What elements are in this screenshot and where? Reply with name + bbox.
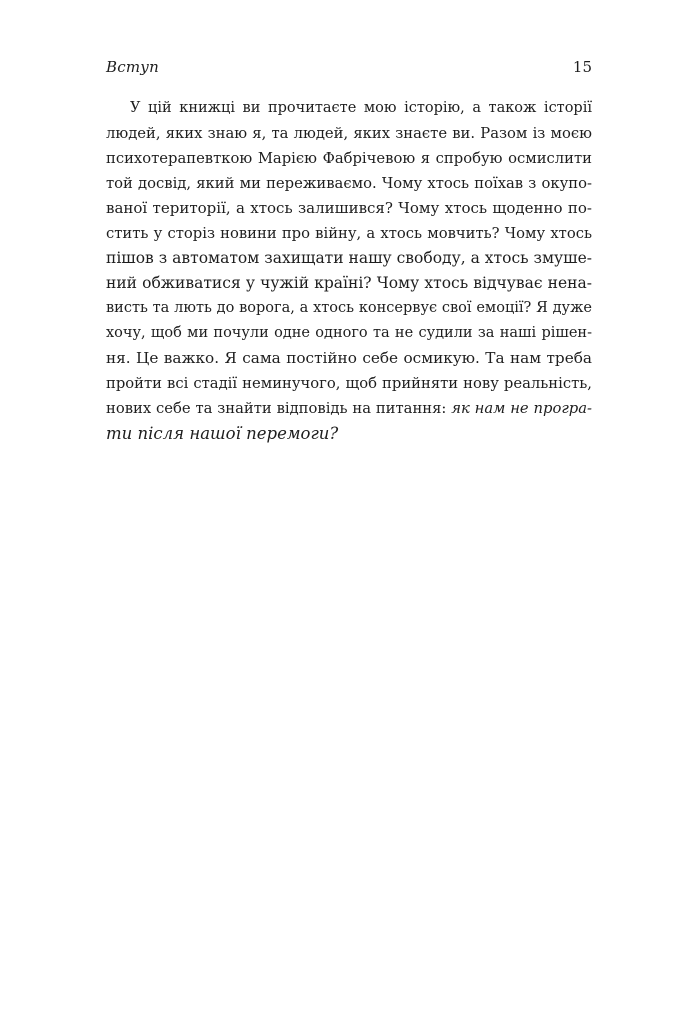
body-paragraph — [106, 96, 592, 446]
text-line-5: ваної території, а хтось залишився? Чому хтось щоденно по- — [106, 199, 592, 217]
text-line-11: ня. Це важко. Я сама постійно себе осмикую. Та нам треба — [106, 349, 592, 367]
page-number: 15 — [572, 58, 592, 76]
text-line-12: пройти всі стадії неминучого, щоб прийняти нову реальність, — [106, 375, 592, 392]
text-line-14: ти після нашої перемоги? — [106, 424, 339, 443]
text-line-1: У цій книжці ви прочитаєте мою історію, а також історії — [130, 100, 592, 116]
text-line-4: той досвід, який ми переживаємо. Чому хтось поїхав з окупо- — [106, 175, 592, 192]
text-line-9: висть та лють до ворога, а хтось консервує свої емоції? Я дуже — [106, 300, 592, 316]
text-line-13-italic: як нам не програ- — [451, 400, 592, 417]
text-line-13 — [106, 396, 592, 421]
running-header — [106, 58, 592, 82]
section-title: Вступ — [106, 58, 160, 76]
text-line-3: психотерапевткою Марією Фабрічевою я спробую осмислити — [106, 150, 592, 167]
text-line-10: хочу, щоб ми почули одне одного та не судили за наші рішен- — [106, 325, 592, 341]
text-line-13-regular: нових себе та знайти відповідь на питання: — [106, 400, 452, 417]
text-line-7: пішов з автоматом захищати нашу свободу, а хтось змуше- — [106, 249, 592, 267]
text-line-6: стить у сторіз новини про війну, а хтось мовчить? Чому хтось — [106, 225, 592, 242]
text-line-2: людей, яких знаю я, та людей, яких знаєте ви. Разом із моєю — [106, 125, 592, 142]
text-line-8: ний обживатися у чужій країні? Чому хтось відчуває нена- — [106, 274, 592, 292]
